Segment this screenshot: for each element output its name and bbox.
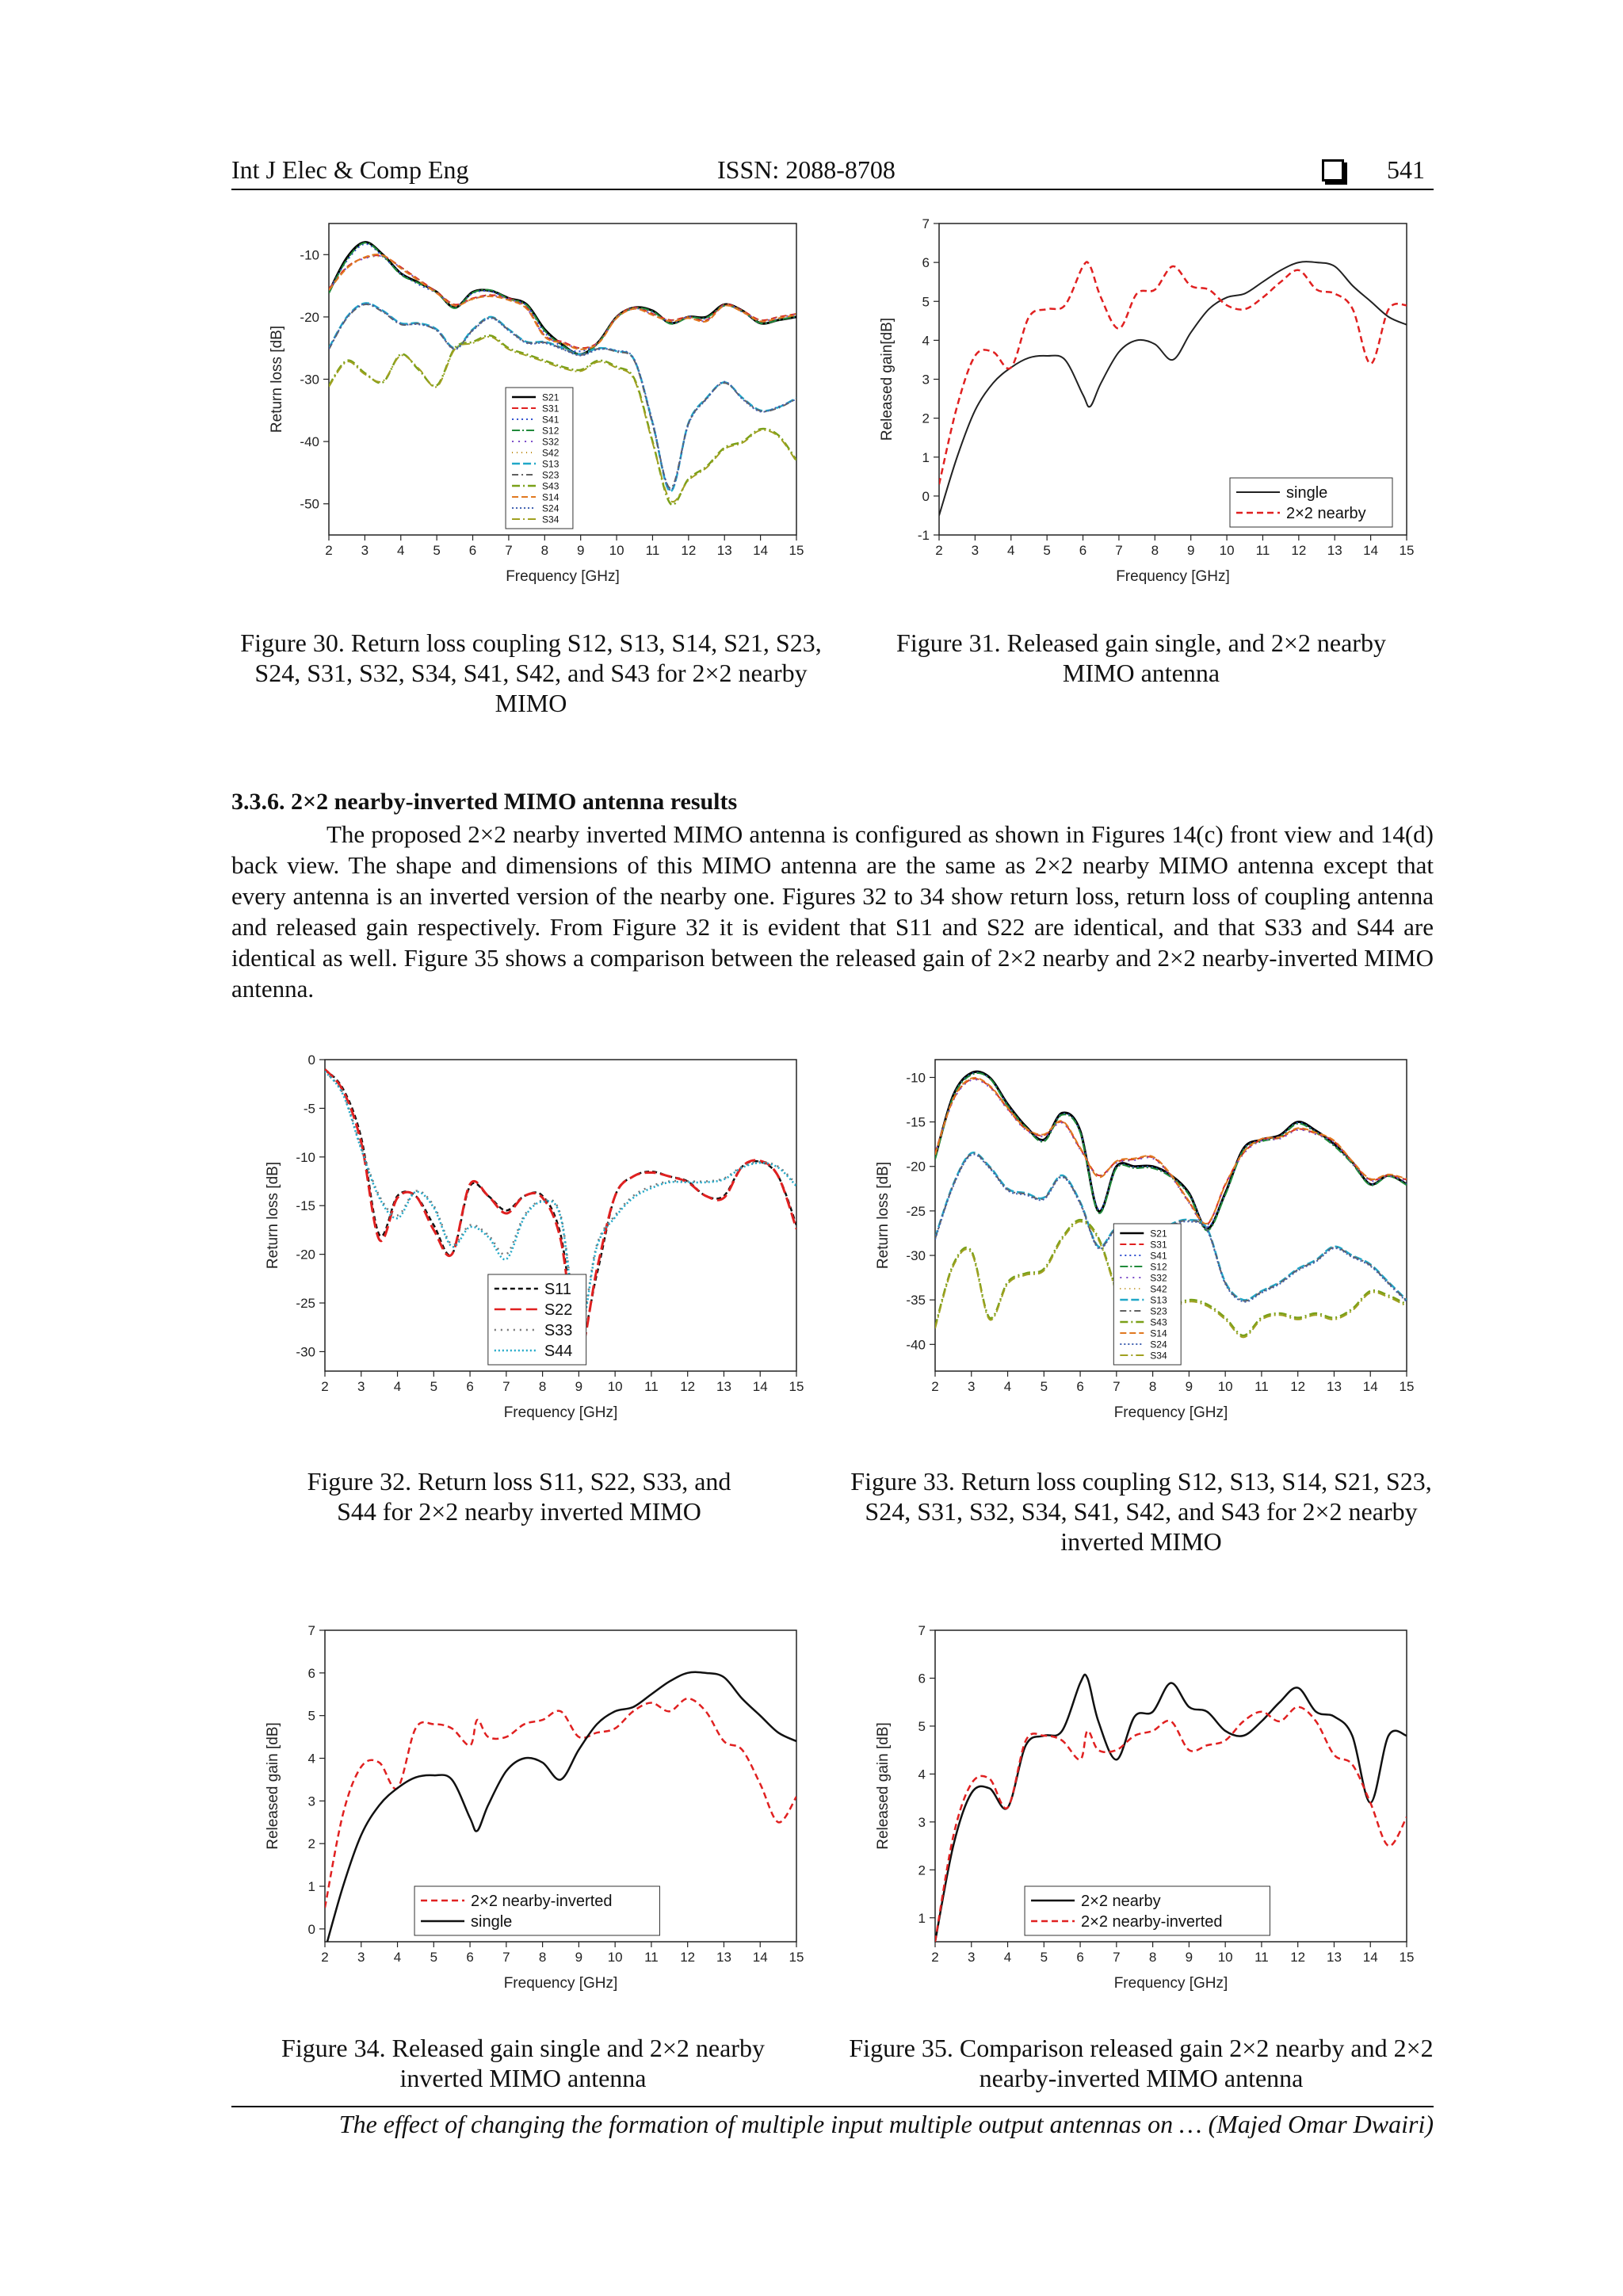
figure-30-caption: Figure 30. Return loss coupling S12, S13, S14, S21, S23, S24, S31, S32, S34, S41, S42, and S43 for 2×2 nearby MIMO [240,628,822,717]
x-axis-label: Frequency [GHz] [1116,568,1230,585]
y-tick-label: -30 [300,372,319,388]
y-tick-label: -5 [303,1101,315,1117]
y-tick-label: 6 [307,1665,315,1681]
legend-label: S21 [542,392,559,403]
series-line-S12 [329,243,796,354]
y-tick-label: 3 [918,1814,926,1830]
y-tick-label: -15 [296,1198,315,1214]
y-tick-label: -25 [906,1203,926,1219]
y-tick-label: 2 [918,1862,926,1878]
x-tick-label: 14 [752,1950,768,1965]
legend-label: S12 [542,425,559,437]
x-axis-label: Frequency [GHz] [1113,1975,1228,1992]
y-tick-label: 2 [922,411,930,426]
y-tick-label: -30 [906,1248,926,1264]
x-tick-label: 15 [789,543,804,558]
legend-label: S34 [1150,1350,1167,1362]
legend-label: single [471,1913,513,1931]
y-axis-label: Return loss [dB] [875,1161,892,1270]
x-tick-label: 12 [681,543,697,558]
y-tick-label: 0 [922,488,930,504]
x-tick-label: 9 [575,1379,583,1394]
x-tick-label: 4 [393,1950,402,1965]
series-line-S42 [329,256,796,348]
x-tick-label: 7 [1113,1379,1121,1394]
legend-label: 2×2 nearby [1081,1893,1161,1911]
series-line-S21 [329,243,796,355]
y-tick-label: -40 [300,434,319,450]
y-tick-label: -10 [296,1149,315,1165]
x-tick-label: 15 [1399,1950,1415,1965]
y-tick-label: 6 [922,255,930,271]
series-line-S41 [329,244,796,351]
x-tick-label: 10 [609,543,624,558]
x-tick-label: 11 [1255,543,1270,558]
figure-34-caption: Figure 34. Released gain single and 2×2 nearby inverted MIMO antenna [281,2034,765,2092]
x-tick-label: 12 [1290,1379,1306,1394]
y-tick-label: 6 [918,1671,926,1687]
x-tick-label: 6 [1076,1950,1084,1965]
x-tick-label: 8 [1151,543,1159,558]
legend-label: S42 [1150,1283,1167,1295]
y-axis-label: Released gain [dB] [875,1722,892,1850]
figure-31-chart [864,214,1419,610]
x-tick-label: 12 [1291,543,1307,558]
y-axis-label: Return loss [dB] [269,325,285,434]
series-line-S21 [935,1072,1407,1228]
legend-label: S31 [1150,1239,1167,1251]
y-tick-label: 7 [922,216,930,231]
header-rule [231,189,1434,190]
x-tick-label: 15 [789,1950,804,1965]
x-tick-label: 3 [361,543,369,558]
legend [1230,478,1392,527]
x-tick-label: 15 [789,1379,804,1394]
x-tick-label: 10 [1217,1379,1233,1394]
x-tick-label: 12 [680,1379,696,1394]
series-line-single [939,262,1407,515]
legend-label: S13 [542,458,559,470]
section-body [231,819,1434,1004]
series-line-S31 [329,255,796,348]
x-tick-label: 9 [1185,1379,1193,1394]
x-tick-label: 7 [505,543,513,558]
x-axis-label: Frequency [GHz] [503,1975,618,1992]
legend-label: S21 [1150,1228,1167,1240]
x-tick-label: 6 [468,543,477,558]
x-tick-label: 4 [1003,1379,1012,1394]
x-axis-label: Frequency [GHz] [503,1404,618,1421]
x-tick-label: 2 [325,543,333,558]
x-tick-label: 5 [430,1950,438,1965]
figure-32-caption: Figure 32. Return loss S11, S22, S33, and S44 for 2×2 nearby inverted MIMO [307,1467,731,1526]
x-tick-label: 7 [502,1950,510,1965]
x-tick-label: 2 [935,543,943,558]
x-tick-label: 3 [357,1950,365,1965]
x-tick-label: 4 [393,1379,402,1394]
x-tick-label: 10 [607,1950,623,1965]
legend-label: S42 [542,447,559,459]
x-tick-label: 13 [716,1379,731,1394]
x-tick-label: 2 [321,1379,329,1394]
legend-label: S12 [1150,1261,1167,1273]
legend-label: S43 [542,480,559,492]
x-tick-label: 4 [397,543,405,558]
figure-35-chart [860,1621,1419,2017]
y-tick-label: 5 [922,294,930,310]
y-tick-label: 5 [918,1718,926,1734]
x-tick-label: 2 [931,1950,939,1965]
y-tick-label: -25 [296,1296,315,1312]
legend-label: S22 [544,1301,573,1320]
y-tick-label: 4 [307,1751,315,1767]
x-tick-label: 6 [466,1950,474,1965]
figure-35-caption: Figure 35. Comparison released gain 2×2 nearby and 2×2 nearby-inverted MIMO antenna [849,2034,1434,2092]
legend-label: S14 [1150,1328,1167,1339]
x-tick-label: 12 [680,1950,696,1965]
x-tick-label: 14 [753,543,769,558]
x-axis-label: Frequency [GHz] [1113,1404,1228,1421]
legend-label: 2×2 nearby-inverted [1081,1913,1223,1931]
legend-label: S31 [542,403,559,415]
legend-label: S32 [542,436,559,448]
y-tick-label: 2 [307,1836,315,1852]
x-axis-label: Frequency [GHz] [506,568,620,585]
figure-33-chart [860,1050,1419,1446]
legend-label: S32 [1150,1272,1167,1284]
x-tick-label: 3 [971,543,980,558]
y-tick-label: 4 [922,333,930,349]
y-tick-label: 3 [307,1794,315,1809]
x-tick-label: 8 [1148,1379,1157,1394]
y-tick-label: 0 [307,1052,315,1068]
legend-label: S23 [542,469,559,481]
x-tick-label: 12 [1290,1950,1306,1965]
y-tick-label: -15 [906,1114,926,1130]
y-tick-label: 7 [307,1623,315,1638]
x-tick-label: 11 [644,1379,659,1394]
y-tick-label: -20 [296,1247,315,1263]
x-tick-label: 5 [1040,1950,1048,1965]
y-tick-label: -20 [300,309,319,325]
x-tick-label: 7 [1113,1950,1121,1965]
section-paragraph: The proposed 2×2 nearby inverted MIMO antenna is configured as shown in Figures 14(c) front view and 14(d) back view. The shape and dimensions of this MIMO antenna are the same as 2×2 nearby MIMO antenna except that every antenna is an inverted version of the nearby one. Figures 32 to 34 show return loss, return loss of coupling antenna and released gain respectively. From Figure 32 it is evident that S11 and S22 are identical, and that S33 and S44 are identical as well. Figure 35 shows a comparison between the released gain of 2×2 nearby and 2×2 nearby-inverted MIMO antenna. [231,820,1434,1003]
x-tick-label: 8 [538,1950,547,1965]
legend [414,1886,659,1935]
y-tick-label: -10 [906,1070,926,1086]
x-tick-label: 3 [357,1379,365,1394]
x-tick-label: 10 [607,1379,623,1394]
square-box-icon [1322,159,1344,181]
legend-label: S14 [542,491,559,503]
x-tick-label: 5 [430,1379,438,1394]
x-tick-label: 10 [1217,1950,1233,1965]
legend-label: S41 [542,414,559,426]
x-tick-label: 3 [968,1379,976,1394]
running-header-issn: ISSN: 2088-8708 [717,155,896,184]
legend-label: single [1286,484,1328,502]
y-tick-label: 3 [922,372,930,388]
x-tick-label: 13 [1327,1379,1342,1394]
y-tick-label: -40 [906,1337,926,1353]
legend [1025,1886,1270,1935]
x-tick-label: 5 [433,543,441,558]
legend-label: 2×2 nearby [1286,505,1366,523]
x-tick-label: 13 [1327,543,1342,558]
legend-label: S13 [1150,1294,1167,1306]
x-tick-label: 9 [575,1950,583,1965]
x-tick-label: 14 [1362,1379,1378,1394]
y-tick-label: 4 [918,1767,926,1782]
y-tick-label: 1 [307,1879,315,1895]
legend-label: S43 [1150,1316,1167,1328]
running-header-journal: Int J Elec & Comp Eng [231,155,469,184]
x-tick-label: 4 [1007,543,1015,558]
legend [1113,1224,1181,1365]
y-tick-label: 1 [922,449,930,465]
section-heading: 3.3.6. 2×2 nearby-inverted MIMO antenna results [231,789,738,815]
running-footer: The effect of changing the formation of multiple input multiple output antennas on … (Majed Omar Dwairi) [338,2110,1434,2138]
legend-label: S24 [542,502,559,514]
series-line-S41 [935,1072,1407,1227]
x-tick-label: 10 [1219,543,1235,558]
x-tick-label: 6 [466,1379,474,1394]
x-tick-label: 11 [644,1950,659,1965]
y-tick-label: 1 [918,1910,926,1926]
y-tick-label: -10 [300,247,319,263]
x-tick-label: 5 [1040,1379,1048,1394]
series-line-S32 [329,256,796,349]
legend-label: 2×2 nearby-inverted [471,1893,613,1911]
x-tick-label: 13 [716,543,732,558]
x-tick-label: 6 [1076,1379,1084,1394]
x-tick-label: 14 [752,1379,768,1394]
x-tick-label: 11 [1254,1950,1269,1965]
x-tick-label: 9 [1186,543,1195,558]
figure-31-caption: Figure 31. Released gain single, and 2×2 nearby MIMO antenna [896,628,1386,687]
legend-label: S24 [1150,1339,1167,1350]
x-tick-label: 2 [931,1379,939,1394]
x-tick-label: 13 [1327,1950,1342,1965]
x-tick-label: 8 [1148,1950,1157,1965]
y-axis-label: Return loss [dB] [265,1161,281,1270]
x-tick-label: 11 [645,543,660,558]
x-tick-label: 7 [1115,543,1123,558]
legend-label: S44 [544,1343,573,1361]
series-line-2×2 nearby [939,262,1407,484]
series-line-S14 [329,254,796,350]
legend [506,388,573,529]
y-tick-label: -1 [917,528,930,543]
figure-34-chart [250,1621,808,2017]
x-tick-label: 6 [1079,543,1087,558]
series-line-S12 [935,1073,1407,1231]
y-tick-label: 5 [307,1708,315,1724]
x-tick-label: 15 [1399,1379,1415,1394]
x-tick-label: 14 [1362,1950,1378,1965]
x-tick-label: 8 [538,1379,547,1394]
x-tick-label: 4 [1003,1950,1012,1965]
figure-30-chart [254,214,808,610]
footer-rule [231,2106,1434,2107]
legend-label: S33 [544,1322,573,1340]
page-number: 541 [1387,155,1425,184]
x-tick-label: 9 [1185,1950,1193,1965]
y-axis-label: Released gain[dB] [879,317,896,441]
figure-33-caption: Figure 33. Return loss coupling S12, S13, S14, S21, S23, S24, S31, S32, S34, S41, S42, and S43 for 2×2 nearby inverted MIMO [850,1467,1432,1556]
series-line-2×2 nearby-inverted [325,1698,796,1911]
x-tick-label: 5 [1043,543,1051,558]
x-tick-label: 9 [576,543,585,558]
y-tick-label: -30 [296,1344,315,1360]
legend [488,1274,586,1365]
y-tick-label: -50 [300,496,319,512]
y-axis-label: Released gain [dB] [265,1722,281,1850]
x-tick-label: 13 [716,1950,731,1965]
y-tick-label: -35 [906,1293,926,1308]
legend-label: S23 [1150,1305,1167,1317]
x-tick-label: 14 [1363,543,1379,558]
x-tick-label: 8 [540,543,549,558]
y-tick-label: -20 [906,1159,926,1175]
y-tick-label: 7 [918,1623,926,1638]
x-tick-label: 11 [1254,1379,1269,1394]
x-tick-label: 15 [1399,543,1415,558]
x-tick-label: 7 [502,1379,510,1394]
legend-label: S41 [1150,1250,1167,1262]
y-tick-label: 0 [307,1921,315,1937]
figure-32-chart [250,1050,808,1446]
x-tick-label: 2 [321,1950,329,1965]
legend-label: S34 [542,514,559,525]
x-tick-label: 3 [968,1950,976,1965]
legend-label: S11 [544,1281,571,1299]
